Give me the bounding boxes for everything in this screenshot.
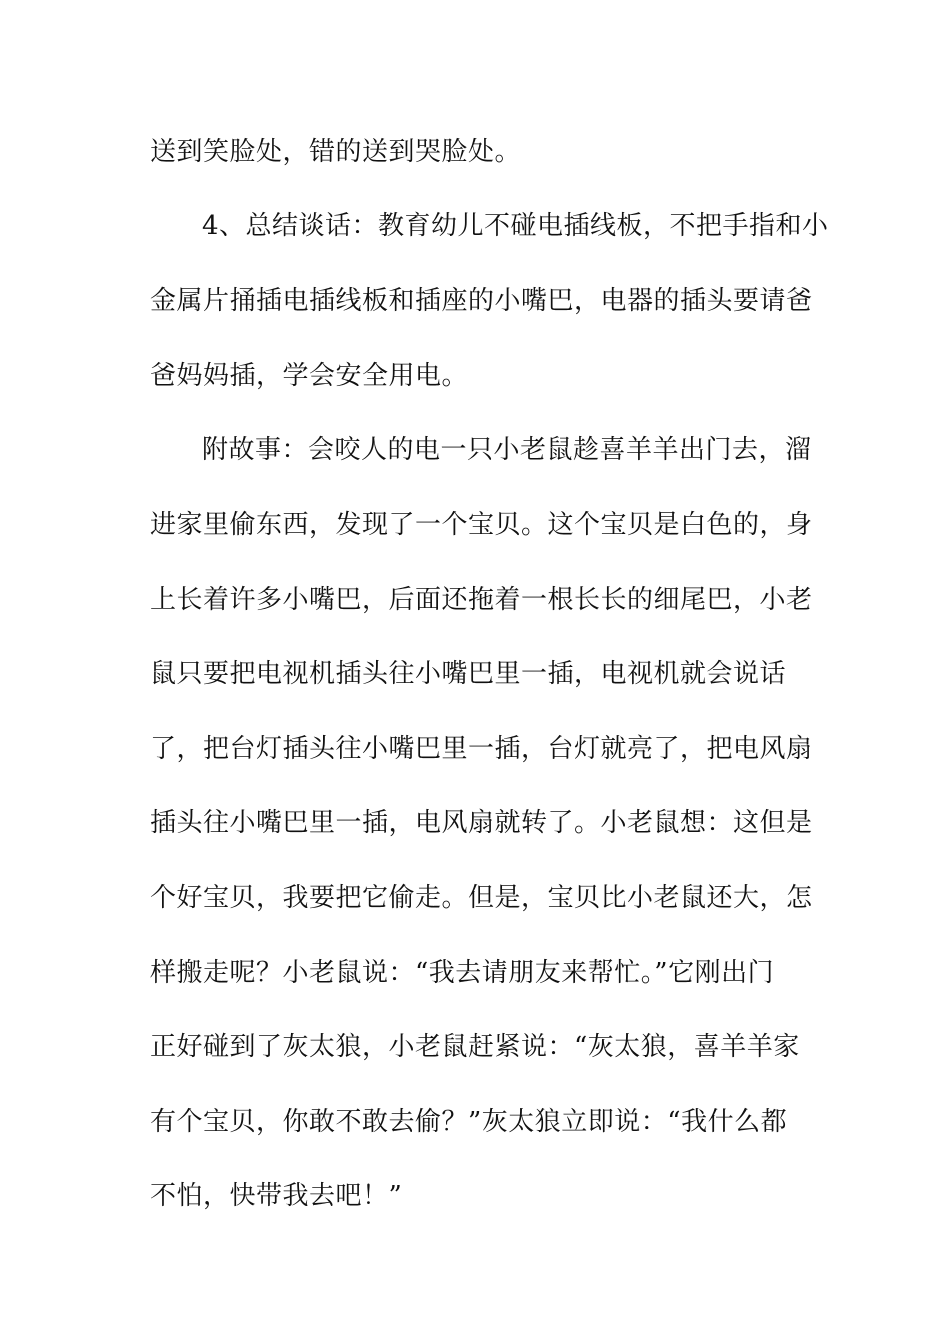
text-line: 个好宝贝，我要把它偷走。但是，宝贝比小老鼠还大，怎 bbox=[150, 883, 813, 913]
text-line: 金属片捅插电插线板和插座的小嘴巴，电器的插头要请爸 bbox=[150, 286, 813, 316]
text-line: 不怕，快带我去吧！” bbox=[150, 1181, 403, 1211]
text-line: 了，把台灯插头往小嘴巴里一插，台灯就亮了，把电风扇 bbox=[150, 734, 813, 764]
text-line: 上长着许多小嘴巴，后面还拖着一根长长的细尾巴，小老 bbox=[150, 585, 813, 615]
text-line: 插头往小嘴巴里一插，电风扇就转了。小老鼠想：这但是 bbox=[150, 808, 813, 838]
text-line: 附故事：会咬人的电一只小老鼠趁喜羊羊出门去，溜 bbox=[202, 435, 812, 465]
text-line: 样搬走呢？小老鼠说：“我去请朋友来帮忙。”它刚出门 bbox=[150, 958, 775, 988]
text-line: 4、总结谈话：教育幼儿不碰电插线板，不把手指和小 bbox=[202, 211, 829, 241]
text-line: 爸妈妈插，学会安全用电。 bbox=[150, 361, 469, 391]
text-line: 正好碰到了灰太狼，小老鼠赶紧说：“灰太狼，喜羊羊家 bbox=[150, 1032, 800, 1062]
text-line: 鼠只要把电视机插头往小嘴巴里一插，电视机就会说话 bbox=[150, 659, 787, 689]
text-line: 有个宝贝，你敢不敢去偷？”灰太狼立即说：“我什么都 bbox=[150, 1107, 788, 1137]
text-line: 送到笑脸处，错的送到哭脸处。 bbox=[150, 137, 522, 167]
text-line: 进家里偷东西，发现了一个宝贝。这个宝贝是白色的，身 bbox=[150, 510, 813, 540]
